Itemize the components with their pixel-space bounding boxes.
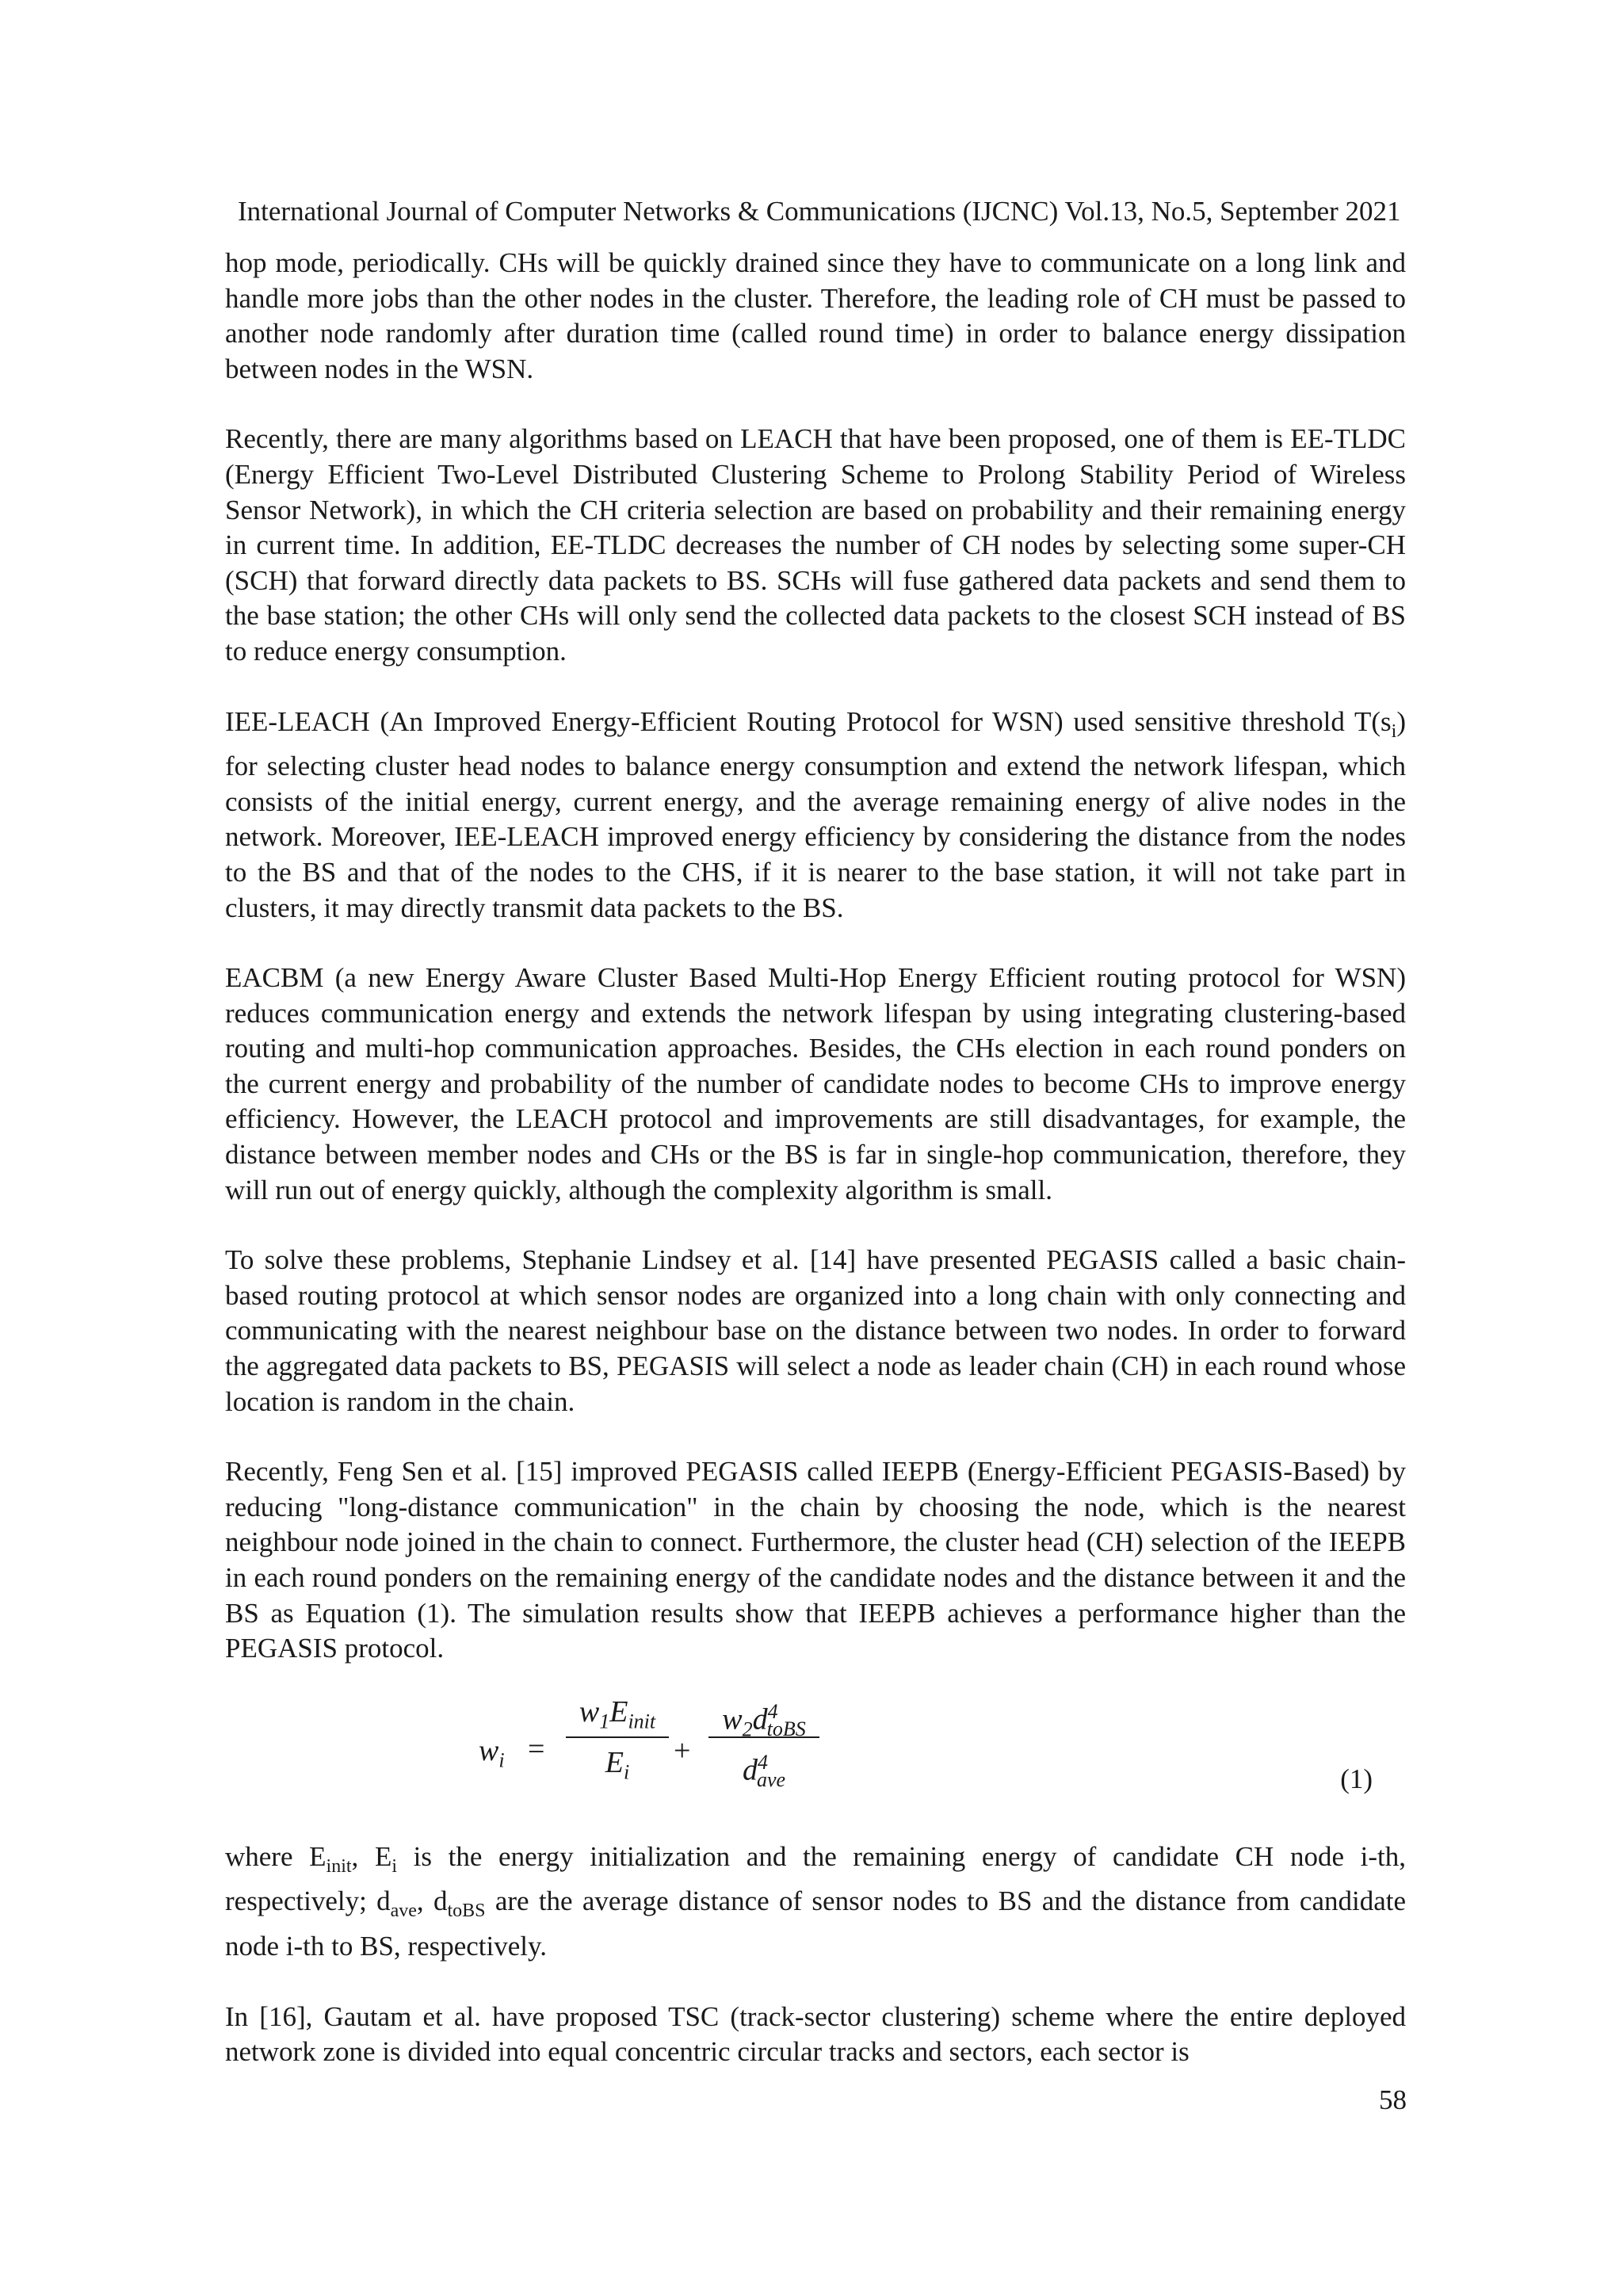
- paragraph-ee-tldc: Recently, there are many algorithms based on LEACH that have been proposed, one of them is EE-TLDC (Energy Efficient Two-Level Distributed Clustering Scheme to Prolong Stability Period of Wireless Sensor Network), in which the CH criteria selection are based on probability and their remaining energy in current time. In addition, EE-TLDC decreases the number of CH nodes by selecting some super-CH (SCH) that forward directly data packets to BS. SCHs will fuse gathered data packets and send them to the base station; the other CHs will only send the collected data packets to the closest SCH instead of BS to reduce energy consumption.: [225, 423, 1406, 667]
- paragraph-where: where $E_{init}$, $E_i$ is the energy initialization and the remaining energy of candidate CH node i-th, respectively; $d_{ave}$, $d_{toBS}$ are the average distance of sensor nodes to BS and the distance from candidate node i-th to BS, respectively.: [225, 1840, 1406, 1962]
- fraction-distance: [708, 1687, 819, 1792]
- page-number: 58: [1379, 2084, 1407, 2115]
- paragraph-hop-mode: hop mode, periodically. CHs will be quickly drained since they have to communicate on a long link and handle more jobs than the other nodes in the cluster. Therefore, the leading role of CH must be passed to another node randomly after duration time (called round time) in order to balance energy dissipation between nodes in the WSN.: [225, 247, 1406, 384]
- article-body: [225, 246, 1406, 2105]
- fraction-energy-numerator: $w_1E_{init}$: [566, 1687, 669, 1738]
- paragraph-iee-leach: [225, 705, 1406, 926]
- running-header: International Journal of Computer Networks & Communications (IJCNC) Vol.13, No.5, September 2021: [238, 196, 1401, 227]
- equation-formula: [479, 1687, 1192, 1806]
- threshold-subscript: i: [1391, 720, 1397, 742]
- equation-lhs: $w_i$: [479, 1733, 505, 1772]
- equation-number: (1): [1340, 1763, 1373, 1794]
- iee-leach-text-end: ) for selecting cluster head nodes to balance energy consumption and extend the network lifespan, which consists of the initial energy, current energy, and the average remaining energy of alive nodes in the network. Moreover, IEE-LEACH improved energy efficiency by considering the distance from the nodes to the BS and that of the nodes to the CHS, if it is nearer to the base station, it will not take part in clusters, it may directly transmit data packets to the BS.: [225, 705, 1406, 923]
- paragraph-pegasis: To solve these problems, Stephanie Lindsey et al. [14] have presented PEGASIS called a basic chain-based routing protocol at which sensor nodes are organized into a long chain with only connecting and communicating with the nearest neighbour base on the distance between two nodes. In order to forward the aggregated data packets to BS, PEGASIS will select a node as leader chain (CH) in each round whose location is random in the chain.: [225, 1244, 1406, 1417]
- plus-sign: +: [674, 1733, 691, 1767]
- paragraph-eacbm: EACBM (a new Energy Aware Cluster Based Multi-Hop Energy Efficient routing protocol for WSN) reduces communication energy and extends the network lifespan by using integrating clustering-based routing and multi-hop communication approaches. Besides, the CHs election in each round ponders on the current energy and probability of the number of candidate nodes to become CHs to improve energy efficiency. However, the LEACH protocol and improvements are still disadvantages, for example, the distance between member nodes and CHs or the BS is far in single-hop communication, therefore, they will run out of energy quickly, although the complexity algorithm is small.: [225, 962, 1406, 1205]
- fraction-energy-denominator: $E_i$: [605, 1745, 630, 1784]
- paragraph-tsc: In [16], Gautam et al. have proposed TSC (track-sector clustering) scheme where the entire deployed network zone is divided into equal concentric circular tracks and sectors, each sector is: [225, 2000, 1406, 2068]
- equation-1: [225, 1687, 1406, 1816]
- paragraph-ieepb: Recently, Feng Sen et al. [15] improved PEGASIS called IEEPB (Energy-Efficient PEGASIS-Based) by reducing "long-distance communication" in the chain by choosing the node, which is the nearest neighbour node joined in the chain to connect. Furthermore, the cluster head (CH) selection of the IEEPB in each round ponders on the remaining energy of the candidate nodes and the distance between it and the BS as Equation (1). The simulation results show that IEEPB achieves a performance higher than the PEGASIS protocol.: [225, 1456, 1406, 1664]
- fraction-distance-numerator: $w_2d^4_{toBS}$: [708, 1687, 819, 1738]
- iee-leach-text-start: IEE-LEACH (An Improved Energy-Efficient Routing Protocol for WSN) used sensitive threshold T(s: [225, 705, 1392, 737]
- fraction-distance-denominator: $d^4_{ave}$: [742, 1750, 786, 1792]
- fraction-energy: [566, 1687, 669, 1787]
- equals-sign: =: [528, 1732, 545, 1766]
